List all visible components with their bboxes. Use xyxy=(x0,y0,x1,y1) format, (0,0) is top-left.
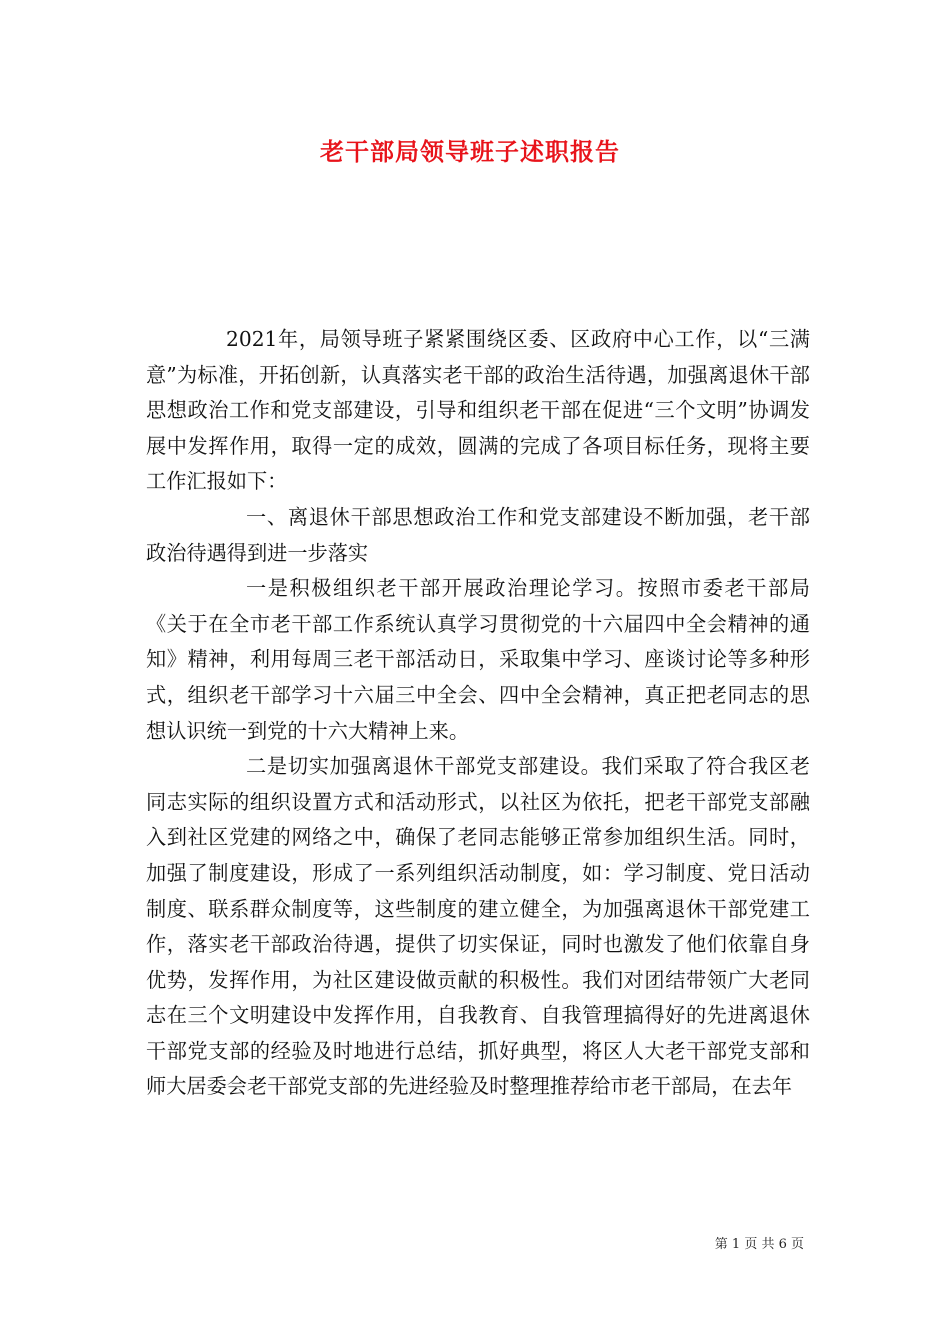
paragraph-study: 一是积极组织老干部开展政治理论学习。按照市委老干部局《关于在全市老干部工作系统认真学习贯彻党的十六届四中全会精神的通知》精神，利用每周三老干部活动日，采取集中学习、座谈讨论等多种形式，组织老干部学习十六届三中全会、四中全会精神，真正把老同志的思想认识统一到党的十六大精神上来。 xyxy=(146,576,810,743)
document-body xyxy=(146,322,810,1105)
section-heading-1: 一、离退休干部思想政治工作和党支部建设不断加强，老干部政治待遇得到进一步落实 xyxy=(146,504,810,565)
document-title: 老干部局领导班子述职报告 xyxy=(320,137,620,166)
paragraph-intro: 2021年，局领导班子紧紧围绕区委、区政府中心工作，以“三满意”为标准，开拓创新，认真落实老干部的政治生活待遇，加强离退休干部思想政治工作和党支部建设，引导和组织老干部在促进“三个文明”协调发展中发挥作用，取得一定的成效，圆满的完成了各项目标任务，现将主要工作汇报如下： xyxy=(146,327,810,494)
page-number-footer: 第 1 页 共 6 页 xyxy=(714,1237,804,1252)
paragraph-party-branch: 二是切实加强离退休干部党支部建设。我们采取了符合我区老同志实际的组织设置方式和活动形式，以社区为依托，把老干部党支部融入到社区党建的网络之中，确保了老同志能够正常参加组织生活。同时，加强了制度建设，形成了一系列组织活动制度，如：学习制度、党日活动制度、联系群众制度等，这些制度的建立健全，为加强离退休干部党建工作，落实老干部政治待遇，提供了切实保证，同时也激发了他们依靠自身优势，发挥作用，为社区建设做贡献的积极性。我们对团结带领广大老同志在三个文明建设中发挥作用，自我教育、自我管理搞得好的先进离退休干部党支部的经验及时地进行总结，抓好典型，将区人大老干部党支部和师大居委会老干部党支部的先进经验及时整理推荐给市老干部局，在去年 xyxy=(146,754,810,1099)
